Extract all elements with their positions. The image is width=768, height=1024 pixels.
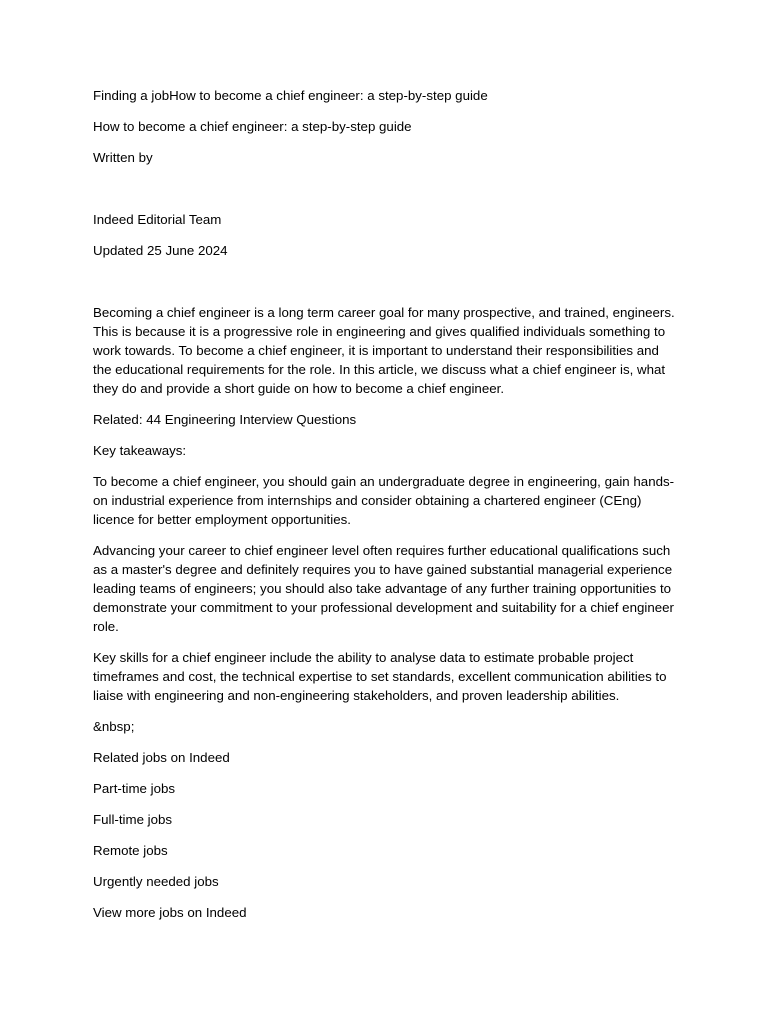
blank-line (93, 272, 678, 291)
page-title: How to become a chief engineer: a step-by-step guide (93, 119, 412, 134)
document-page (93, 86, 678, 934)
breadcrumb: Finding a jobHow to become a chief engineer: a step-by-step guide (93, 88, 488, 103)
intro-paragraph: Becoming a chief engineer is a long term career goal for many prospective, and trained, engineers. This is because it is a progressive role in engineering and gives qualified individuals something to work towards. To become a chief engineer, it is important to understand their responsibilities and the educational requirements for the role. In this article, we discuss what a chief engineer is, what they do and provide a short guide on how to become a chief engineer. (93, 305, 675, 396)
job-link-view-more: View more jobs on Indeed (93, 905, 247, 920)
takeaway-paragraph: Advancing your career to chief engineer level often requires further educational qualifications such as a master's degree and definitely requires you to have gained substantial managerial experience leading teams of engineers; you should also take advantage of any further training opportunities to demonstrate your commitment to your professional development and suitability for a chief engineer role. (93, 543, 674, 634)
job-link-full-time: Full-time jobs (93, 812, 173, 827)
author-name: Indeed Editorial Team (93, 212, 222, 227)
takeaway-paragraph: Key skills for a chief engineer include the ability to analyse data to estimate probable project timeframes and cost, the technical expertise to set standards, excellent communication abilities to liaise with engineering and non-engineering stakeholders, and proven leadership abilities. (93, 650, 667, 703)
blank-line (93, 179, 678, 198)
job-link-remote: Remote jobs (93, 843, 168, 858)
key-takeaways-heading: Key takeaways: (93, 443, 187, 458)
job-link-urgently-needed: Urgently needed jobs (93, 874, 219, 889)
job-link-part-time: Part-time jobs (93, 781, 176, 796)
nbsp-text: &nbsp; (93, 719, 135, 734)
written-by-label: Written by (93, 150, 153, 165)
updated-date: Updated 25 June 2024 (93, 243, 228, 258)
takeaway-paragraph: To become a chief engineer, you should gain an undergraduate degree in engineering, gain hands-on industrial experience from internships and consider obtaining a chartered engineer (CEng) licence for better employment opportunities. (93, 474, 675, 527)
related-jobs-heading: Related jobs on Indeed (93, 750, 230, 765)
related-article-link: Related: 44 Engineering Interview Questions (93, 412, 357, 427)
